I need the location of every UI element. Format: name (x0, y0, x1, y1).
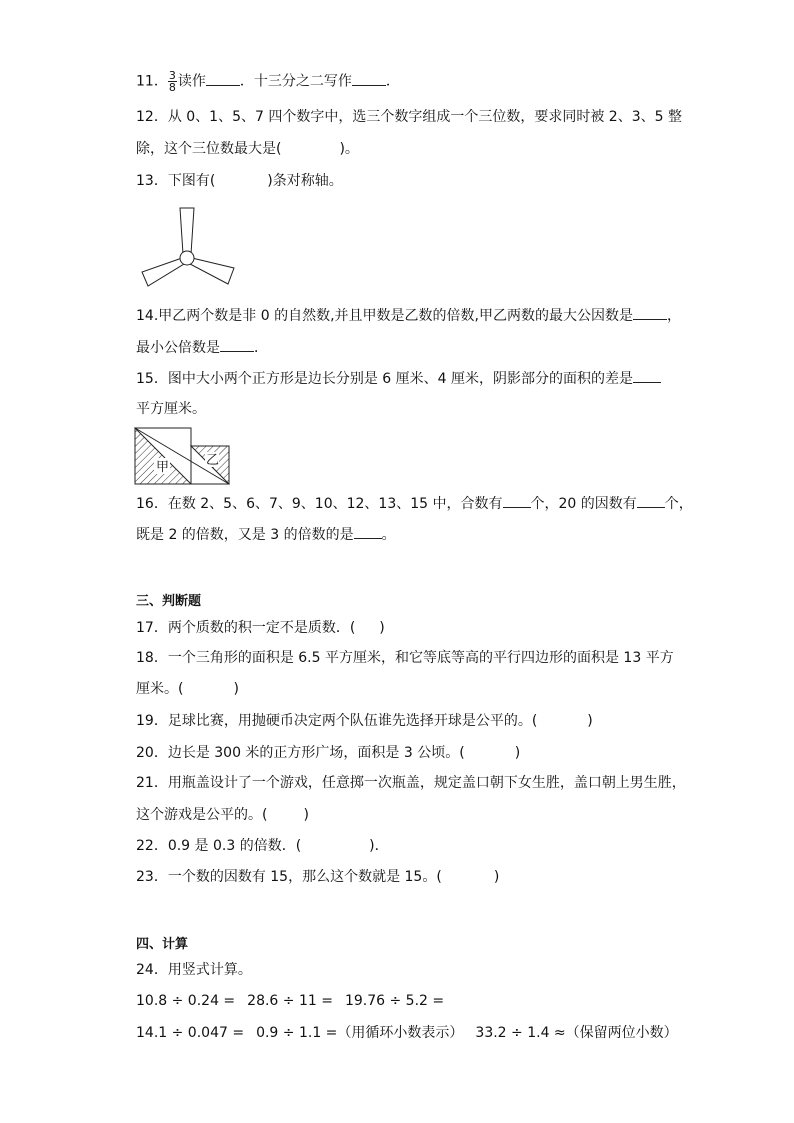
question-20 (136, 743, 520, 763)
question-text: ) (587, 713, 593, 729)
question-text: 17．两个质数的积一定不是质数．( (136, 620, 356, 636)
propeller-blade-right (190, 258, 234, 284)
question-text: 12．从 0、1、5、7 四个数字中，选三个数字组成一个三位数，要求同时被 2、3、5 整 (136, 109, 682, 125)
question-number: 11． (136, 73, 168, 90)
question-text: 个， (664, 496, 693, 512)
question-23 (136, 867, 499, 887)
question-19 (136, 711, 593, 731)
question-14-line-1 (136, 305, 681, 326)
calc-item: 28.6 ÷ 11 = (247, 993, 333, 1009)
question-text: 19．足球比赛，用抛硬币决定两个队伍谁先选择开球是公平的。( (136, 713, 538, 729)
question-text: 13．下图有( (136, 173, 216, 189)
answer-blank[interactable] (637, 493, 665, 508)
question-21-line-2 (136, 805, 309, 825)
propeller-blade-top (180, 208, 194, 254)
question-text: ． (254, 340, 268, 356)
question-21-line-1 (136, 773, 686, 793)
question-text: )。 (339, 141, 359, 157)
propeller-hub (180, 251, 194, 265)
calc-item: 33.2 ÷ 1.4 ≈（保留两位小数） (475, 1025, 678, 1041)
fraction-denominator: 8 (168, 81, 176, 94)
question-18-line-1 (136, 648, 674, 668)
question-13 (136, 171, 343, 191)
answer-blank[interactable] (503, 493, 531, 508)
question-16-line-1 (136, 493, 693, 514)
question-text: ． (385, 73, 400, 90)
question-text: ) (379, 620, 385, 636)
question-15-line-1 (136, 368, 661, 389)
question-text: 这个游戏是公平的。( (136, 807, 268, 823)
answer-blank[interactable] (206, 71, 240, 86)
question-text: 15．图中大小两个正方形是边长分别是 6 厘米、4 厘米，阴影部分的面积的差是 (136, 371, 633, 387)
question-22 (136, 836, 389, 856)
question-text: 个，20 的因数有 (530, 496, 637, 512)
question-16-line-2 (136, 524, 396, 545)
question-18-line-2 (136, 679, 239, 699)
calc-item: 10.8 ÷ 0.24 = (136, 993, 236, 1009)
answer-blank[interactable] (633, 368, 661, 383)
propeller-blade-left (142, 258, 184, 286)
question-text: )条对称轴。 (267, 173, 343, 189)
propeller-figure (136, 202, 242, 292)
question-text: )． (369, 838, 389, 854)
question-text: ) (514, 745, 521, 761)
question-text: 平方厘米。 (136, 401, 206, 417)
question-24-title: 24．用竖式计算。 (136, 962, 252, 978)
section-heading-calculation: 四、计算 (136, 937, 189, 952)
question-text: 20．边长是 300 米的正方形广场，面积是 3 公顷。( (136, 745, 465, 761)
squares-figure (134, 426, 236, 486)
question-15-line-2 (136, 399, 206, 419)
question-text: 厘米。( (136, 681, 184, 697)
label-yi: 乙 (206, 453, 220, 468)
question-11 (136, 70, 400, 93)
question-text: 除，这个三位数最大是( (136, 141, 282, 157)
question-text: ， (666, 308, 681, 324)
calc-item: 14.1 ÷ 0.047 = (136, 1025, 245, 1041)
question-text: 23．一个数的因数有 15，那么这个数就是 15。( (136, 869, 442, 885)
question-text: 22．0.9 是 0.3 的倍数．( (136, 838, 302, 854)
question-text: 16．在数 2、5、6、7、9、10、12、13、15 中，合数有 (136, 496, 503, 512)
calc-item: 0.9 ÷ 1.1 =（用循环小数表示） (256, 1025, 464, 1041)
calc-row-1 (136, 991, 444, 1011)
calc-item: 19.76 ÷ 5.2 = (344, 993, 445, 1009)
section-heading-judgment: 三、判断题 (136, 594, 202, 609)
question-14-line-2 (136, 337, 268, 358)
question-text: 。 (381, 527, 396, 543)
question-text: ) (493, 869, 500, 885)
question-12-line-1 (136, 107, 682, 127)
question-text: 14.甲乙两个数是非 0 的自然数,并且甲数是乙数的倍数,甲乙两数的最大公因数是 (136, 308, 633, 324)
question-text: ) (233, 681, 239, 697)
label-jia: 甲 (156, 460, 170, 475)
answer-blank[interactable] (633, 305, 667, 320)
question-text: 18．一个三角形的面积是 6.5 平方厘米，和它等底等高的平行四边形的面积是 13 平方 (136, 650, 674, 666)
question-text: 21．用瓶盖设计了一个游戏，任意掷一次瓶盖，规定盖口朝下女生胜，盖口朝上男生胜， (136, 775, 686, 791)
question-text: 既是 2 的倍数，又是 3 的倍数的是 (136, 527, 354, 543)
answer-blank[interactable] (220, 337, 254, 352)
question-text: ．十三分之二写作 (239, 73, 352, 90)
question-12-line-2 (136, 139, 359, 159)
answer-blank[interactable] (352, 71, 386, 86)
question-text: ) (303, 807, 309, 823)
question-17 (136, 618, 385, 638)
fraction-numerator: 3 (168, 69, 176, 82)
question-text: 最小公倍数是 (136, 340, 220, 356)
fraction (168, 70, 177, 93)
calc-row-2 (136, 1023, 678, 1043)
question-text: 读作 (177, 73, 206, 90)
answer-blank[interactable] (354, 524, 382, 539)
